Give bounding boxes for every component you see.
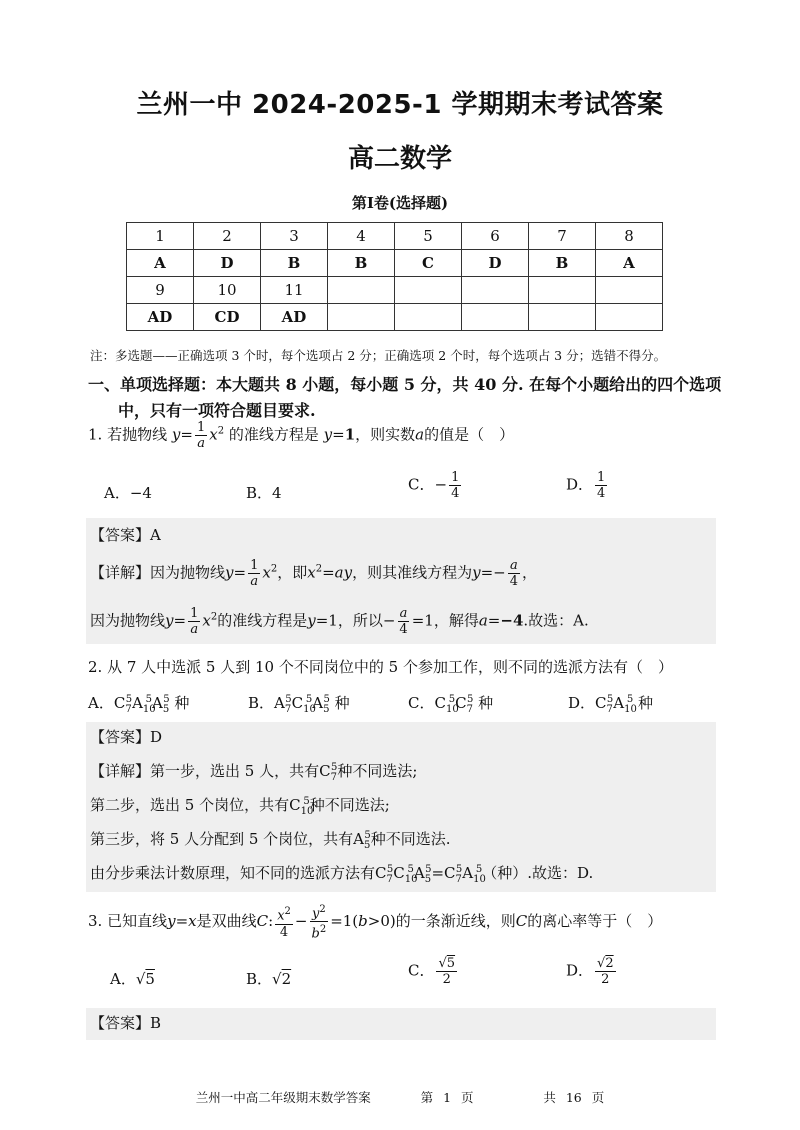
text: B． [246, 970, 273, 988]
document-subtitle: 高二数学 [347, 144, 452, 174]
table-cell [462, 277, 529, 304]
question-3-stem: 3. 已知直线y=x是双曲线C: $\frac{x^2}{4}$ − $\frac{y^2}{b^2}$ =1(b>0)的一条渐近线，则C的离心率等于（ ） [88, 904, 663, 942]
q1-option-d: D． $\frac{1}{4}$ [566, 470, 606, 501]
q1-suffix3: 的值是（ ） [424, 425, 515, 444]
table-cell: 3 [261, 223, 328, 250]
q1-detail-line2: 因为抛物线y= $\frac{1}{a}$ $x^2$的准线方程是y=1，所以− $\frac{a}{4}$ =1，解得a=−4.故选：A. [90, 606, 589, 637]
q1-option-c: C．− $\frac{1}{4}$ [408, 470, 460, 501]
table-cell: B [261, 250, 328, 277]
text: C． [408, 694, 435, 712]
text: ，解得 [433, 611, 479, 630]
table-cell: D [462, 250, 529, 277]
q2-answer: 【答案】D [90, 728, 163, 746]
q3-answer: 【答案】B [90, 1014, 162, 1032]
table-cell: 4 [328, 223, 395, 250]
table-cell: AD [127, 304, 194, 331]
text: ，所以 [337, 611, 383, 630]
table-cell [328, 304, 395, 331]
footer-total: 共 16 页 [543, 1090, 605, 1105]
text: .故选：A. [523, 611, 589, 630]
answer-table [126, 222, 663, 331]
question-1-stem: 1. 若抛物线 y= $\frac{1}{a}$ $x^2$ 的准线方程是 y=1，则实数a的值是（ ） [88, 420, 515, 451]
q2-detail-line1: 【详解】第一步，选出 5 人，共有$C_7^5$种不同选法; [90, 762, 418, 783]
text: D． [568, 694, 596, 712]
text: ，则其准线方程为 [352, 563, 473, 582]
q2-detail-line3: 第三步，将 5 人分配到 5 个岗位，共有$A_5^5$种不同选法. [90, 830, 451, 851]
text: 种不同选法; [337, 762, 418, 780]
table-cell: B [328, 250, 395, 277]
q2-option-a: A．$C_7^5A_{10}^5A_5^5$ 种 [88, 694, 190, 715]
table-cell [596, 304, 663, 331]
text: 第二步，选出 5 个岗位，共有 [90, 796, 290, 814]
text: C． [408, 961, 435, 980]
table-cell: A [127, 250, 194, 277]
q1-answer-box [86, 518, 716, 644]
footer-school: 兰州一中高二年级期末数学答案 [195, 1090, 371, 1105]
table-cell: C [395, 250, 462, 277]
q1-option-a: A．−4 [104, 484, 152, 502]
section-one-line1: 一、单项选择题：本大题共 8 小题，每小题 5 分，共 40 分. 在每个小题给出的四个选项 [88, 375, 722, 394]
q2-detail-line4: 由分步乘法计数原理，知不同的选派方法有$C_7^5C_{10}^5A_5^5=C_7^5A_{10}^5$（种）.故选：D. [90, 864, 594, 885]
answer-table-row-numbers [127, 223, 663, 250]
question-2-stem: 2. 从 7 人中选派 5 人到 10 个不同岗位中的 5 个参加工作，则不同的选派方法有（ ） [88, 658, 673, 676]
table-cell [395, 277, 462, 304]
table-cell: 5 [395, 223, 462, 250]
q3-option-c: C． $\frac{√5}{2}$ [408, 956, 456, 987]
table-cell: 10 [194, 277, 261, 304]
answer-table-row-numbers [127, 277, 663, 304]
table-cell: 7 [529, 223, 596, 250]
text: 因为抛物线 [90, 611, 166, 630]
answer-table-row-answers [127, 304, 663, 331]
table-cell: AD [261, 304, 328, 331]
text: 【详解】因为抛物线 [90, 563, 226, 582]
text: 种不同选法; [309, 796, 390, 814]
q1-option-c-label: C． [408, 475, 435, 494]
table-cell [328, 277, 395, 304]
q2-option-c: C．$C_{10}^5C_7^5$ 种 [408, 694, 494, 715]
text: A． [110, 970, 136, 988]
page-footer [0, 1088, 800, 1106]
table-cell: 11 [261, 277, 328, 304]
q1-detail-line1: 【详解】因为抛物线y= $\frac{1}{a}$ $x^2$，即$x^2=ay$，则其准线方程为y=− $\frac{a}{4}$ ， [90, 558, 537, 589]
q3-answer-box [86, 1008, 716, 1040]
text: 由分步乘法计数原理，知不同的选派方法有 [90, 864, 376, 882]
q1-option-d-label: D． [566, 475, 594, 494]
text: 【详解】第一步，选出 5 人，共有 [90, 762, 320, 780]
section-label: 第I卷(选择题) [351, 194, 449, 212]
q3-option-d: D． $\frac{√2}{2}$ [566, 956, 614, 987]
table-cell: D [194, 250, 261, 277]
table-cell [529, 277, 596, 304]
text: A． [88, 694, 114, 712]
document-title: 兰州一中 2024-2025-1 学期期末考试答案 [136, 90, 664, 120]
text: 的离心率等于（ ） [527, 911, 663, 930]
text: B． [248, 694, 275, 712]
table-cell: 1 [127, 223, 194, 250]
text: D． [566, 961, 594, 980]
table-cell [596, 277, 663, 304]
table-cell: A [596, 250, 663, 277]
scoring-note: 注：多选题——正确选项 3 个时，每个选项占 2 分；正确选项 2 个时，每个选项占 3 分；选错不得分。 [90, 348, 667, 363]
q3-option-b: B．√2 [246, 970, 292, 988]
text: 的一条渐近线，则 [395, 911, 516, 930]
section-one-heading [88, 372, 728, 424]
q1-suffix: 的准线方程是 [228, 425, 319, 444]
q2-option-b: B．$A_7^5C_{10}^5A_5^5$ 种 [248, 694, 350, 715]
table-cell [529, 304, 596, 331]
text: ，即 [277, 563, 308, 582]
text: 第三步，将 5 人分配到 5 个岗位，共有 [90, 830, 354, 848]
q2-detail-line2: 第二步，选出 5 个岗位，共有$C_{10}^5$种不同选法; [90, 796, 390, 817]
text: （种）.故选：D. [482, 864, 594, 882]
q1-prefix: 1. 若抛物线 [88, 425, 168, 444]
answer-table-row-answers [127, 250, 663, 277]
q2-option-d: D．$C_7^5A_{10}^5$ 种 [568, 694, 654, 715]
text: 种 [334, 694, 350, 712]
table-cell: 8 [596, 223, 663, 250]
q2-answer-box [86, 722, 716, 892]
q3-option-a: A．√5 [110, 970, 155, 988]
text: 种 [478, 694, 494, 712]
table-cell: 6 [462, 223, 529, 250]
text: 的准线方程是 [217, 611, 308, 630]
table-cell [462, 304, 529, 331]
q1-option-b: B．4 [246, 484, 282, 502]
table-cell: 2 [194, 223, 261, 250]
table-cell: B [529, 250, 596, 277]
table-cell: 9 [127, 277, 194, 304]
text: 是双曲线 [196, 911, 257, 930]
text: 种不同选法. [370, 830, 451, 848]
table-cell: CD [194, 304, 261, 331]
q1-suffix2: ，则实数 [355, 425, 416, 444]
text: 3. 已知直线 [88, 911, 168, 930]
table-cell [395, 304, 462, 331]
text: 种 [174, 694, 190, 712]
section-one-line2: 中，只有一项符合题目要求. [118, 401, 316, 420]
text: 种 [638, 694, 654, 712]
q1-answer: 【答案】A [90, 526, 161, 544]
footer-page: 第 1 页 [420, 1090, 474, 1105]
